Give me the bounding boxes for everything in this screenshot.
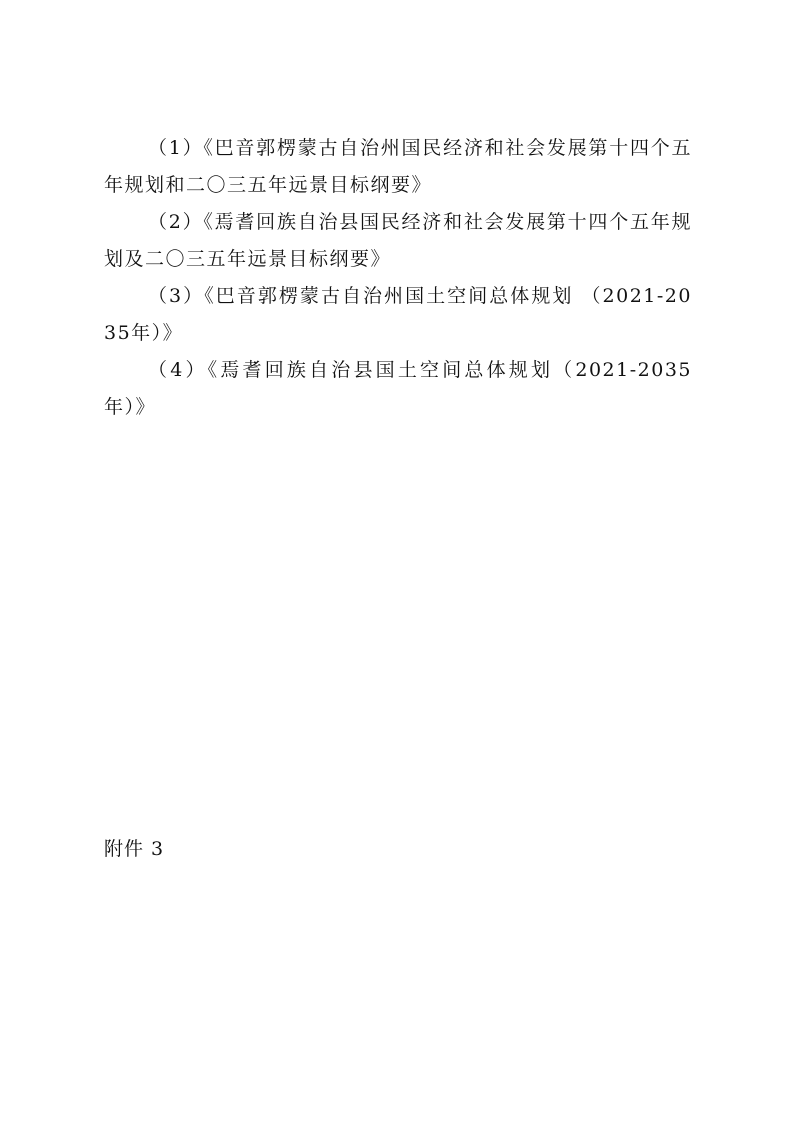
reference-item: （1）《巴音郭楞蒙古自治州国民经济和社会发展第十四个五年规划和二〇三五年远景目标纲要》: [104, 137, 692, 196]
reference-item: （4）《焉耆回族自治县国土空间总体规划（2021-2035年）》: [104, 359, 692, 418]
reference-item: （2）《焉耆回族自治县国民经济和社会发展第十四个五年规划及二〇三五年远景目标纲要》: [104, 211, 692, 270]
reference-list: [104, 130, 692, 426]
reference-item: （3）《巴音郭楞蒙古自治州国土空间总体规划 （2021-2035年）》: [104, 285, 692, 344]
attachment-label: 附件 3: [104, 838, 165, 860]
